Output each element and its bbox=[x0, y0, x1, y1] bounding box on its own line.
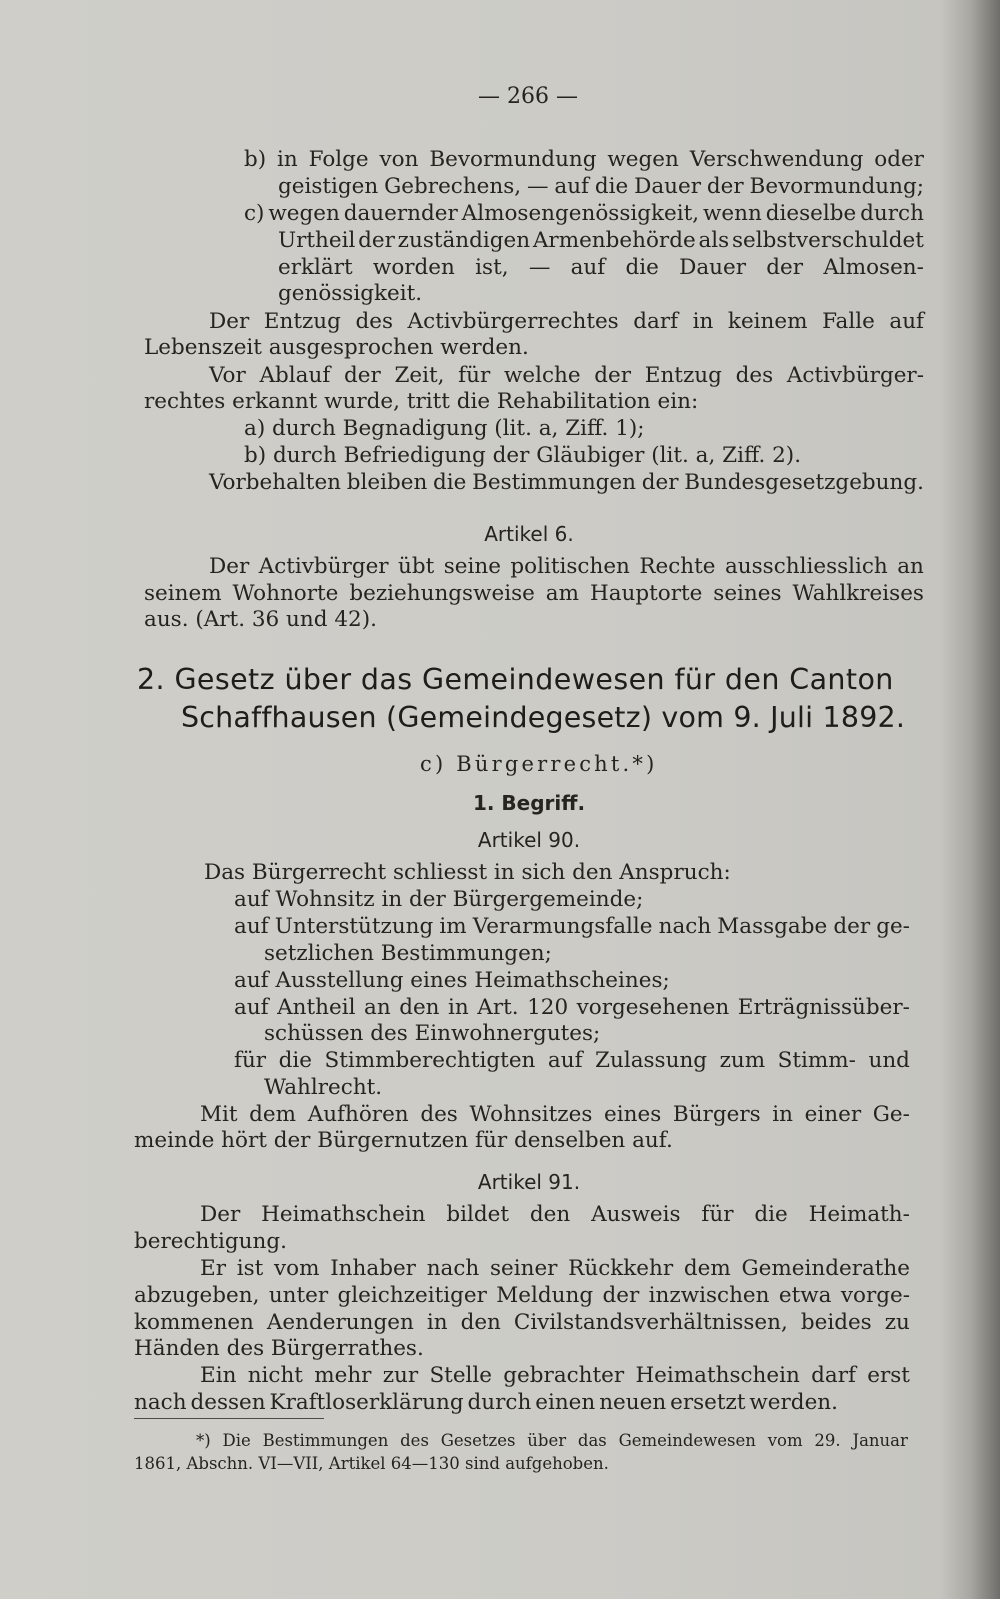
subsection-title: c) Bürgerrecht.*) bbox=[420, 752, 658, 776]
text-line: Ein nicht mehr zur Stelle gebrachter Heimathschein darf erst bbox=[200, 1363, 910, 1388]
footnote-line: 1861, Abschn. VI—VII, Artikel 64—130 sind aufgehoben. bbox=[134, 1454, 609, 1473]
text-line: erklärt worden ist, — auf die Dauer der Almosen- bbox=[278, 255, 924, 280]
text-line: Der Entzug des Activbürgerrechtes darf in keinem Falle auf bbox=[209, 309, 924, 334]
article-heading: Artikel 91. bbox=[477, 1170, 581, 1194]
text-line: setzlichen Bestimmungen; bbox=[264, 941, 552, 966]
text-line: Händen des Bürgerrathes. bbox=[134, 1336, 424, 1361]
text-line: aus. (Art. 36 und 42). bbox=[144, 607, 377, 632]
text-line: Vor Ablauf der Zeit, für welche der Entzug des Activbürger- bbox=[209, 363, 924, 388]
text-line: Das Bürgerrecht schliesst in sich den Anspruch: bbox=[204, 860, 731, 885]
text-line: nach dessen Kraftloserklärung durch einen neuen ersetzt werden. bbox=[134, 1390, 838, 1415]
text-line: auf Wohnsitz in der Bürgergemeinde; bbox=[234, 887, 644, 912]
text-line: auf Unterstützung im Verarmungsfalle nach Massgabe der ge- bbox=[234, 914, 910, 939]
text-line: genössigkeit. bbox=[278, 281, 423, 306]
page-number: — 266 — bbox=[478, 84, 578, 109]
footnote-divider bbox=[134, 1418, 324, 1419]
text-line: geistigen Gebrechens, — auf die Dauer der Bevormundung; bbox=[278, 174, 924, 199]
text-line: Er ist vom Inhaber nach seiner Rückkehr dem Gemeinderathe bbox=[200, 1256, 910, 1281]
article-heading: Artikel 90. bbox=[477, 828, 581, 852]
text-line: Mit dem Aufhören des Wohnsitzes eines Bürgers in einer Ge- bbox=[200, 1102, 910, 1127]
text-line: b) in Folge von Bevormundung wegen Verschwendung oder bbox=[244, 147, 924, 172]
law-title: 2. Gesetz über das Gemeindewesen für den Canton bbox=[137, 663, 894, 696]
text-line: Urtheil der zuständigen Armenbehörde als selbstverschuldet bbox=[278, 228, 924, 253]
text-line: auf Ausstellung eines Heimathscheines; bbox=[234, 968, 670, 993]
article-heading: Artikel 6. bbox=[484, 522, 574, 546]
text-line: kommenen Aenderungen in den Civilstandsverhältnissen, beides zu bbox=[134, 1310, 910, 1335]
law-title: Schaffhausen (Gemeindegesetz) vom 9. Juli 1892. bbox=[181, 701, 906, 734]
text-line: Der Heimathschein bildet den Ausweis für die Heimath- bbox=[200, 1202, 910, 1227]
text-line: a) durch Begnadigung (lit. a, Ziff. 1); bbox=[244, 416, 645, 441]
text-line: für die Stimmberechtigten auf Zulassung zum Stimm- und bbox=[234, 1048, 910, 1073]
text-line: Wahlrecht. bbox=[264, 1075, 383, 1100]
text-line: berechtigung. bbox=[134, 1229, 287, 1254]
text-line: b) durch Befriedigung der Gläubiger (lit. a, Ziff. 2). bbox=[244, 443, 802, 468]
text-line: meinde hört der Bürgernutzen für denselben auf. bbox=[134, 1128, 673, 1153]
text-line: abzugeben, unter gleichzeitiger Meldung der inzwischen etwa vorge- bbox=[134, 1283, 910, 1308]
footnote-line: *) Die Bestimmungen des Gesetzes über das Gemeindewesen vom 29. Januar bbox=[196, 1431, 908, 1450]
text-line: Der Activbürger übt seine politischen Rechte ausschliesslich an bbox=[209, 554, 924, 579]
subheading: 1. Begriff. bbox=[472, 791, 586, 815]
text-line: rechtes erkannt wurde, tritt die Rehabilitation ein: bbox=[144, 389, 699, 414]
text-line: c) wegen dauernder Almosengenössigkeit, wenn dieselbe durch bbox=[244, 201, 924, 226]
text-line: auf Antheil an den in Art. 120 vorgesehenen Erträgnissüber- bbox=[234, 995, 910, 1020]
text-line: Lebenszeit ausgesprochen werden. bbox=[144, 335, 529, 360]
text-line: seinem Wohnorte beziehungsweise am Hauptorte seines Wahlkreises bbox=[144, 581, 924, 606]
text-line: schüssen des Einwohnergutes; bbox=[264, 1021, 601, 1046]
text-line: Vorbehalten bleiben die Bestimmungen der Bundesgesetzgebung. bbox=[209, 470, 924, 495]
